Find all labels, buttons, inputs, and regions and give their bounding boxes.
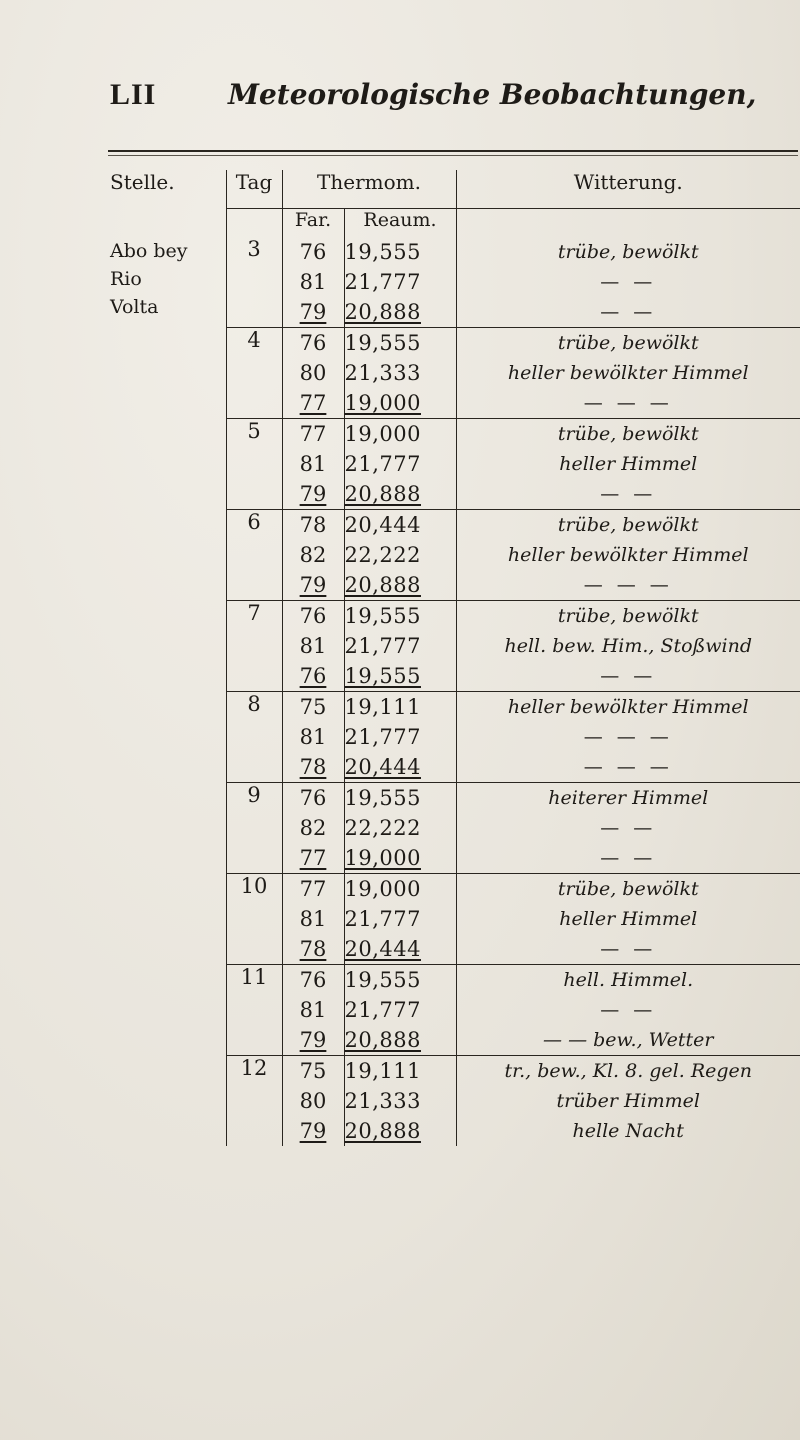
reading-value: 78 xyxy=(299,755,327,779)
reading-value: 81 xyxy=(299,907,327,931)
reading-value: 21,777 xyxy=(344,998,421,1022)
reading-value: 82 xyxy=(299,543,327,567)
reading-value: 81 xyxy=(299,725,327,749)
reading-value: 79 xyxy=(299,482,327,506)
weather-line: heiterer Himmel xyxy=(548,787,709,809)
page-title: Meteorologische Beobachtungen, xyxy=(228,78,757,111)
fahrenheit-cell xyxy=(282,419,344,510)
fahrenheit-cell xyxy=(282,692,344,783)
reading-value: 78 xyxy=(299,513,327,537)
reading-value: 19,555 xyxy=(344,331,421,355)
reading-value: 77 xyxy=(299,846,327,870)
reading-value: 19,000 xyxy=(344,846,421,870)
reaumur-cell xyxy=(344,965,456,1056)
reading-value: 19,555 xyxy=(344,240,421,264)
weather-line: — — — xyxy=(583,392,673,414)
reading-value: 79 xyxy=(299,300,327,324)
weather-line: — — xyxy=(600,847,657,869)
reading-value: 76 xyxy=(299,786,327,810)
weather-line: — — xyxy=(600,938,657,960)
weather-cell xyxy=(456,328,800,419)
weather-line: trübe, bewölkt xyxy=(557,878,699,900)
reaumur-cell xyxy=(344,510,456,601)
weather-line: helle Nacht xyxy=(572,1120,684,1142)
reading-value: 78 xyxy=(299,937,327,961)
column-header-weather: Witterung. xyxy=(456,170,800,209)
column-header-thermometer: Thermom. xyxy=(282,170,456,209)
weather-line: trübe, bewölkt xyxy=(557,241,699,263)
weather-cell xyxy=(456,1056,800,1147)
reading-value: 20,444 xyxy=(344,937,421,961)
reaumur-cell xyxy=(344,1056,456,1147)
table-row xyxy=(110,965,800,1056)
place-line: Volta xyxy=(110,296,159,318)
reaumur-cell xyxy=(344,874,456,965)
thermometer-subheader-row xyxy=(110,209,800,238)
weather-line: — — xyxy=(600,999,657,1021)
reading-value: 21,777 xyxy=(344,725,421,749)
reading-value: 21,777 xyxy=(344,452,421,476)
column-header-reaumur: Reaum. xyxy=(344,209,456,238)
day-cell: 12 xyxy=(226,1056,282,1147)
place-line: Rio xyxy=(110,268,142,290)
reading-value: 21,777 xyxy=(344,270,421,294)
weather-line: — — xyxy=(600,483,657,505)
weather-cell xyxy=(456,692,800,783)
header-rule xyxy=(108,150,798,152)
reading-value: 77 xyxy=(299,422,327,446)
reading-value: 19,555 xyxy=(344,664,421,688)
fahrenheit-cell xyxy=(282,965,344,1056)
place-cell xyxy=(110,237,226,328)
reading-value: 81 xyxy=(299,270,327,294)
reaumur-cell xyxy=(344,692,456,783)
reading-value: 76 xyxy=(299,968,327,992)
weather-line: trübe, bewölkt xyxy=(557,514,699,536)
fahrenheit-cell xyxy=(282,237,344,328)
weather-line: trübe, bewölkt xyxy=(557,332,699,354)
reading-value: 20,888 xyxy=(344,482,421,506)
page-number: LII xyxy=(110,78,157,111)
table-row xyxy=(110,692,800,783)
weather-line: trüber Himmel xyxy=(556,1090,700,1112)
reading-value: 21,333 xyxy=(344,1089,421,1113)
reading-value: 81 xyxy=(299,452,327,476)
fahrenheit-cell xyxy=(282,601,344,692)
weather-line: hell. bew. Him., Stoßwind xyxy=(504,635,752,657)
weather-line: — — — xyxy=(583,726,673,748)
reading-value: 21,777 xyxy=(344,634,421,658)
table-row xyxy=(110,1056,800,1147)
weather-line: heller bewölkter Himmel xyxy=(507,544,749,566)
reading-value: 76 xyxy=(299,664,327,688)
reading-value: 19,000 xyxy=(344,877,421,901)
table-row xyxy=(110,419,800,510)
table-row xyxy=(110,783,800,874)
header-rule-thin xyxy=(108,155,798,156)
reading-value: 80 xyxy=(299,361,327,385)
table-row xyxy=(110,874,800,965)
reading-value: 19,000 xyxy=(344,391,421,415)
weather-line: — — bew., Wetter xyxy=(543,1029,714,1051)
weather-line: — — xyxy=(600,271,657,293)
day-cell: 11 xyxy=(226,965,282,1056)
weather-line: heller Himmel xyxy=(559,908,698,930)
weather-cell xyxy=(456,783,800,874)
reading-value: 19,111 xyxy=(344,695,421,719)
weather-cell xyxy=(456,419,800,510)
weather-cell xyxy=(456,965,800,1056)
reading-value: 81 xyxy=(299,998,327,1022)
weather-line: tr., bew., Kl. 8. gel. Regen xyxy=(504,1060,753,1082)
reading-value: 79 xyxy=(299,1119,327,1143)
weather-line: — — xyxy=(600,817,657,839)
weather-line: — — — xyxy=(583,574,673,596)
reading-value: 20,888 xyxy=(344,573,421,597)
reading-value: 19,000 xyxy=(344,422,421,446)
reading-value: 20,444 xyxy=(344,513,421,537)
weather-line: — — xyxy=(600,665,657,687)
weather-line: heller bewölkter Himmel xyxy=(507,362,749,384)
table-row xyxy=(110,328,800,419)
fahrenheit-cell xyxy=(282,783,344,874)
weather-line: hell. Himmel. xyxy=(563,969,694,991)
day-cell: 7 xyxy=(226,601,282,692)
reading-value: 21,777 xyxy=(344,907,421,931)
fahrenheit-cell xyxy=(282,328,344,419)
reading-value: 22,222 xyxy=(344,543,421,567)
weather-cell xyxy=(456,510,800,601)
weather-line: trübe, bewölkt xyxy=(557,423,699,445)
column-header-place: Stelle. xyxy=(110,170,175,194)
weather-cell xyxy=(456,237,800,328)
reaumur-cell xyxy=(344,237,456,328)
reading-value: 20,888 xyxy=(344,300,421,324)
page-header xyxy=(110,78,757,128)
weather-line: — — — xyxy=(583,756,673,778)
reading-value: 19,555 xyxy=(344,786,421,810)
reading-value: 81 xyxy=(299,634,327,658)
day-cell: 3 xyxy=(226,237,282,328)
reading-value: 20,444 xyxy=(344,755,421,779)
reading-value: 79 xyxy=(299,573,327,597)
fahrenheit-cell xyxy=(282,1056,344,1147)
day-cell: 4 xyxy=(226,328,282,419)
day-cell: 6 xyxy=(226,510,282,601)
weather-line: — — xyxy=(600,301,657,323)
fahrenheit-cell xyxy=(282,510,344,601)
reading-value: 19,555 xyxy=(344,968,421,992)
reading-value: 76 xyxy=(299,331,327,355)
reading-value: 80 xyxy=(299,1089,327,1113)
reading-value: 75 xyxy=(299,695,327,719)
reading-value: 19,555 xyxy=(344,604,421,628)
reading-value: 19,111 xyxy=(344,1059,421,1083)
fahrenheit-cell xyxy=(282,874,344,965)
reaumur-cell xyxy=(344,328,456,419)
reaumur-cell xyxy=(344,419,456,510)
observation-rows xyxy=(110,209,800,1147)
place-line: Abo bey xyxy=(110,240,188,262)
reading-value: 76 xyxy=(299,604,327,628)
day-cell: 10 xyxy=(226,874,282,965)
table-row xyxy=(110,510,800,601)
weather-line: heller Himmel xyxy=(559,453,698,475)
reading-value: 75 xyxy=(299,1059,327,1083)
column-header-day: Tag xyxy=(226,170,282,209)
reading-value: 77 xyxy=(299,391,327,415)
reading-value: 77 xyxy=(299,877,327,901)
table-row xyxy=(110,237,800,328)
day-cell: 8 xyxy=(226,692,282,783)
table-row xyxy=(110,601,800,692)
weather-cell xyxy=(456,874,800,965)
reading-value: 20,888 xyxy=(344,1028,421,1052)
reading-value: 22,222 xyxy=(344,816,421,840)
weather-line: heller bewölkter Himmel xyxy=(507,696,749,718)
column-header-fahrenheit: Far. xyxy=(282,209,344,238)
reading-value: 76 xyxy=(299,240,327,264)
day-cell: 5 xyxy=(226,419,282,510)
observation-table xyxy=(110,170,800,1146)
reading-value: 21,333 xyxy=(344,361,421,385)
reading-value: 82 xyxy=(299,816,327,840)
reaumur-cell xyxy=(344,783,456,874)
reading-value: 20,888 xyxy=(344,1119,421,1143)
reading-value: 79 xyxy=(299,1028,327,1052)
reaumur-cell xyxy=(344,601,456,692)
weather-line: trübe, bewölkt xyxy=(557,605,699,627)
day-cell: 9 xyxy=(226,783,282,874)
weather-cell xyxy=(456,601,800,692)
